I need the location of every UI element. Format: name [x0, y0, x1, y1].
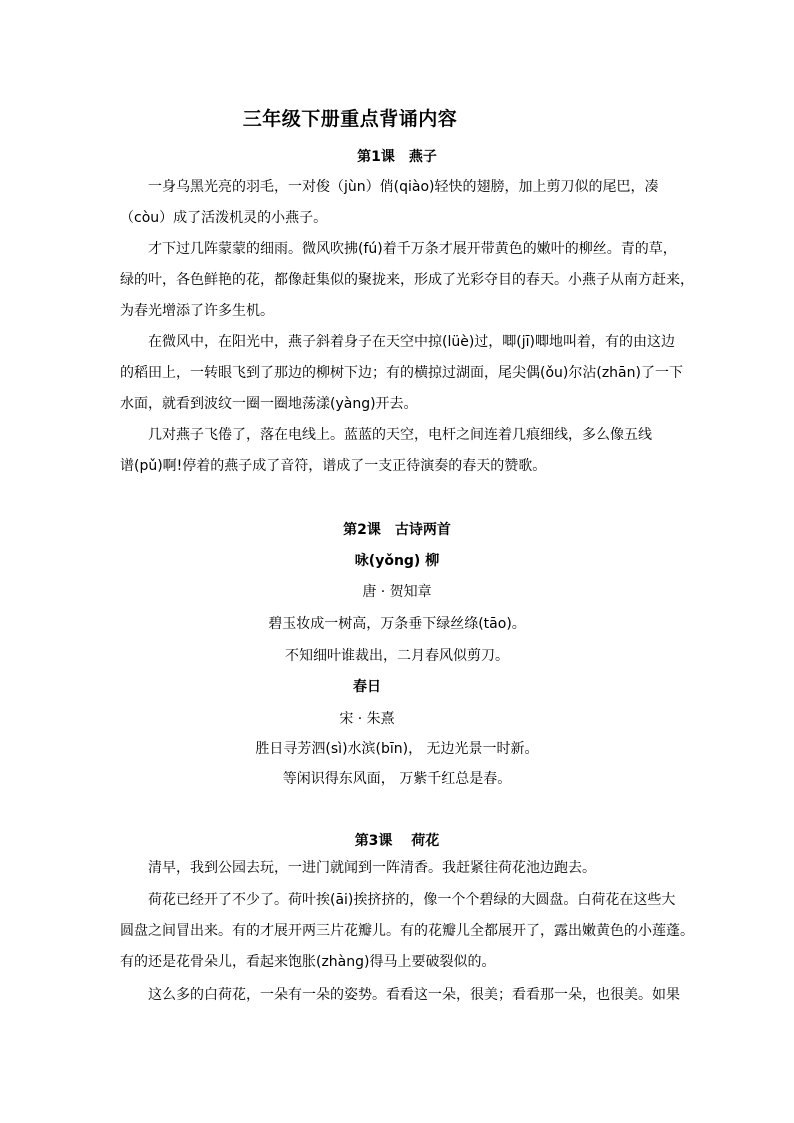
poem-1-author: 唐 · 贺知章	[362, 584, 432, 600]
text-line: 这么多的白荷花，一朵有一朵的姿势。看看这一朵，很美；看看那一朵，也很美。如果	[148, 987, 680, 1003]
poem-1-title: 咏(yǒng) 柳	[354, 553, 440, 569]
lesson-1-paragraph	[120, 420, 682, 482]
poem-2-title: 春日	[353, 679, 381, 695]
text-line: （còu）成了活泼机灵的小燕子。	[120, 210, 328, 226]
poem-1-line: 碧玉妆成一树高，万条垂下绿丝绦(tāo)。	[268, 616, 526, 632]
text-line: 荷花已经开了不少了。荷叶挨(āi)挨挤挤的，像一个个碧绿的大圆盘。白荷花在这些大	[148, 892, 676, 908]
text-line: 水面，就看到波纹一圈一圈地荡漾(yàng)开去。	[120, 396, 418, 412]
poem-1-line: 不知细叶谁裁出，二月春风似剪刀。	[285, 648, 509, 664]
text-line: 一身乌黑光亮的羽毛，一对俊（jùn）俏(qiào)轻快的翅膀，加上剪刀似的尾巴，凑	[148, 179, 659, 195]
text-line: 绿的叶，各色鲜艳的花，都像赶集似的聚拢来，形成了光彩夺目的春天。小燕子从南方赶来，	[120, 272, 694, 288]
text-line: 谱(pǔ)啊!停着的燕子成了音符，谱成了一支正待演奏的春天的赞歌。	[120, 458, 547, 474]
lesson-3-paragraph	[120, 853, 682, 884]
text-line: 在微风中，在阳光中，燕子斜着身子在天空中掠(lüè)过，唧(jī)唧地叫着，有的由这边	[148, 334, 676, 350]
text-line: 圆盘之间冒出来。有的才展开两三片花瓣儿。有的花瓣儿全都展开了，露出嫩黄色的小莲蓬。	[120, 923, 694, 939]
page-title: 三年级下册重点背诵内容	[242, 108, 458, 130]
lesson-3-heading: 第3课 荷花	[354, 833, 440, 849]
poem-2-author: 宋 · 朱熹	[339, 711, 395, 727]
lesson-2-heading: 第2课 古诗两首	[343, 522, 451, 538]
text-line: 有的还是花骨朵儿，看起来饱胀(zhàng)得马上要破裂似的。	[120, 954, 496, 970]
text-line: 为春光增添了许多生机。	[120, 303, 274, 319]
poem-2-line: 胜日寻芳泗(sì)水滨(bīn)， 无边光景一时新。	[255, 741, 539, 757]
text-line: 几对燕子飞倦了，落在电线上。蓝蓝的天空，电杆之间连着几痕细线，多么像五线	[148, 427, 652, 443]
text-line: 才下过几阵蒙蒙的细雨。微风吹拂(fú)着千万条才展开带黄色的嫩叶的柳丝。青的草，	[148, 241, 677, 257]
lesson-3-paragraph	[120, 885, 694, 978]
lesson-1-paragraph	[120, 172, 682, 234]
lesson-1-paragraph	[120, 327, 682, 420]
text-line: 清早，我到公园去玩，一进门就闻到一阵清香。我赶紧往荷花池边跑去。	[148, 860, 596, 876]
text-line: 的稻田上，一转眼飞到了那边的柳树下边；有的横掠过湖面，尾尖偶(ǒu)尔沾(zhān)了一下	[120, 365, 683, 381]
lesson-1-paragraph	[120, 234, 694, 327]
lesson-1-heading: 第1课 燕子	[357, 149, 437, 165]
lesson-3-paragraph	[120, 980, 682, 1011]
poem-2-line: 等闲识得东风面， 万紫千红总是春。	[282, 771, 512, 787]
